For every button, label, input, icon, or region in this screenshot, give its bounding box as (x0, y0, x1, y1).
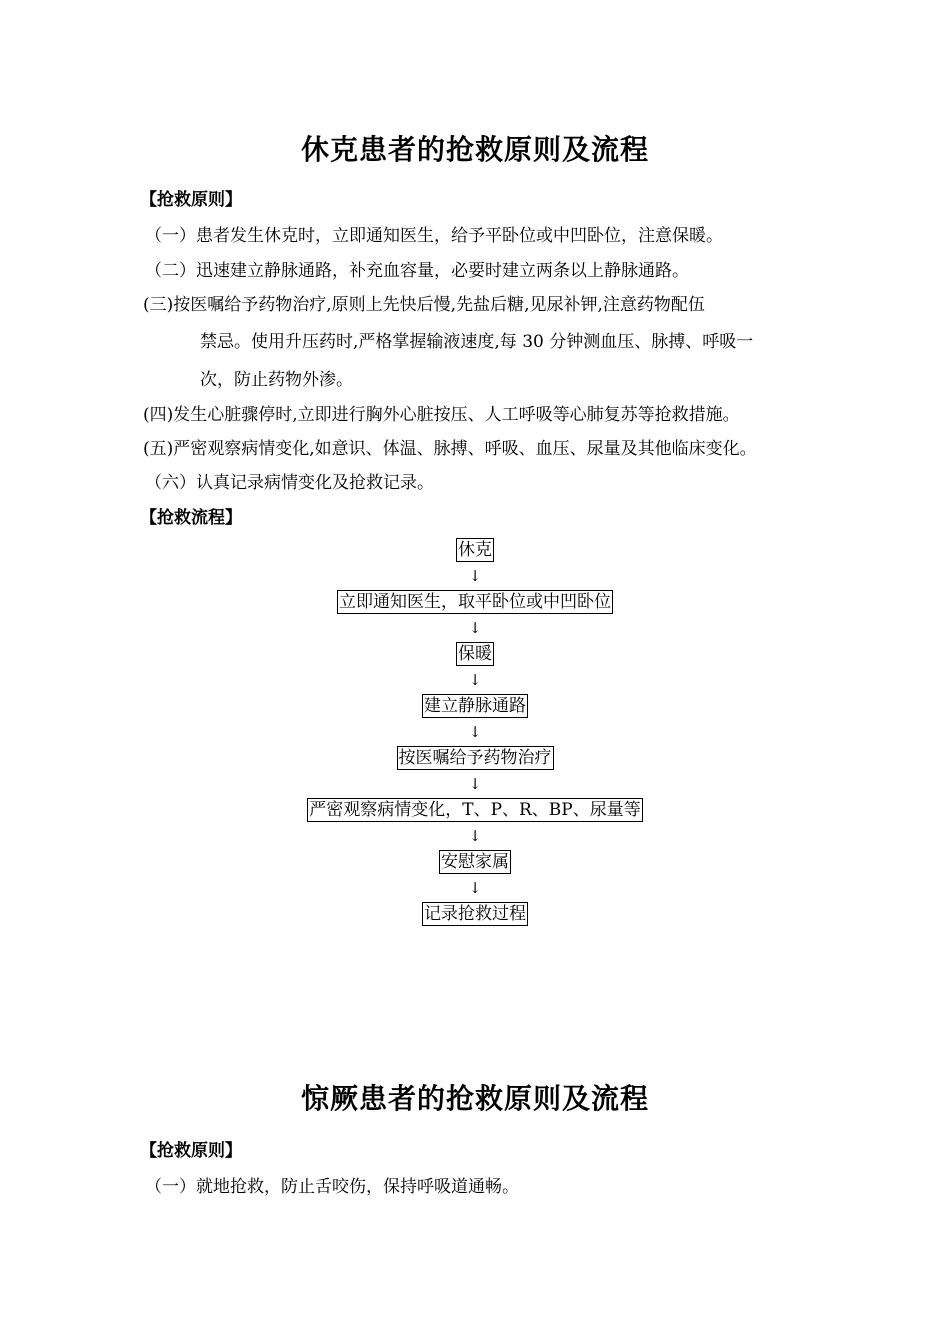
section2-principles-heading: 【抢救原则】 (140, 1141, 242, 1161)
principle-item-4: (四)发生心脏骤停时,立即进行胸外心脏按压、人工呼吸等心肺复苏等抢救措施。 (143, 405, 740, 425)
flow-step-observe: 严密观察病情变化，T、P、R、BP、尿量等 (309, 800, 641, 820)
down-arrow-icon: ↓ (468, 671, 482, 689)
flow-step-iv-access: 建立静脉通路 (424, 696, 526, 716)
principle-item-3-continued: 次，防止药物外渗。 (200, 370, 353, 390)
principle-item-6: （六）认真记录病情变化及抢救记录。 (145, 473, 434, 493)
flow-step-notify-doctor: 立即通知医生，取平卧位或中凹卧位 (339, 592, 611, 612)
flow-step-shock: 休克 (458, 540, 492, 560)
principle-item-5: (五)严密观察病情变化,如意识、体温、脉搏、呼吸、血压、尿量及其他临床变化。 (143, 439, 757, 459)
flowchart (0, 538, 950, 926)
flow-step-keep-warm: 保暖 (458, 644, 492, 664)
down-arrow-icon: ↓ (468, 619, 482, 637)
down-arrow-icon: ↓ (468, 723, 482, 741)
flow-step-record: 记录抢救过程 (424, 904, 526, 924)
principles-heading: 【抢救原则】 (140, 190, 242, 210)
section2-principle-item-1: （一）就地抢救，防止舌咬伤，保持呼吸道通畅。 (145, 1177, 519, 1197)
down-arrow-icon: ↓ (468, 827, 482, 845)
flow-step-medication: 按医嘱给予药物治疗 (398, 748, 552, 768)
flow-heading: 【抢救流程】 (140, 508, 242, 528)
down-arrow-icon: ↓ (468, 879, 482, 897)
principle-item-3: (三)按医嘱给予药物治疗,原则上先快后慢,先盐后糖,见尿补钾,注意药物配伍 (143, 295, 705, 315)
down-arrow-icon: ↓ (468, 775, 482, 793)
flow-step-comfort-family: 安慰家属 (441, 852, 509, 872)
principle-item-1: （一）患者发生休克时，立即通知医生，给予平卧位或中凹卧位，注意保暖。 (145, 226, 723, 246)
principle-item-2: （二）迅速建立静脉通路，补充血容量，必要时建立两条以上静脉通路。 (145, 261, 689, 281)
section2-title: 惊厥患者的抢救原则及流程 (300, 1082, 649, 1115)
page-title: 休克患者的抢救原则及流程 (300, 133, 649, 166)
principle-item-3-continued: 禁忌。使用升压药时,严格掌握输液速度,每 30 分钟测血压、脉搏、呼吸一 (200, 332, 754, 352)
down-arrow-icon: ↓ (468, 567, 482, 585)
